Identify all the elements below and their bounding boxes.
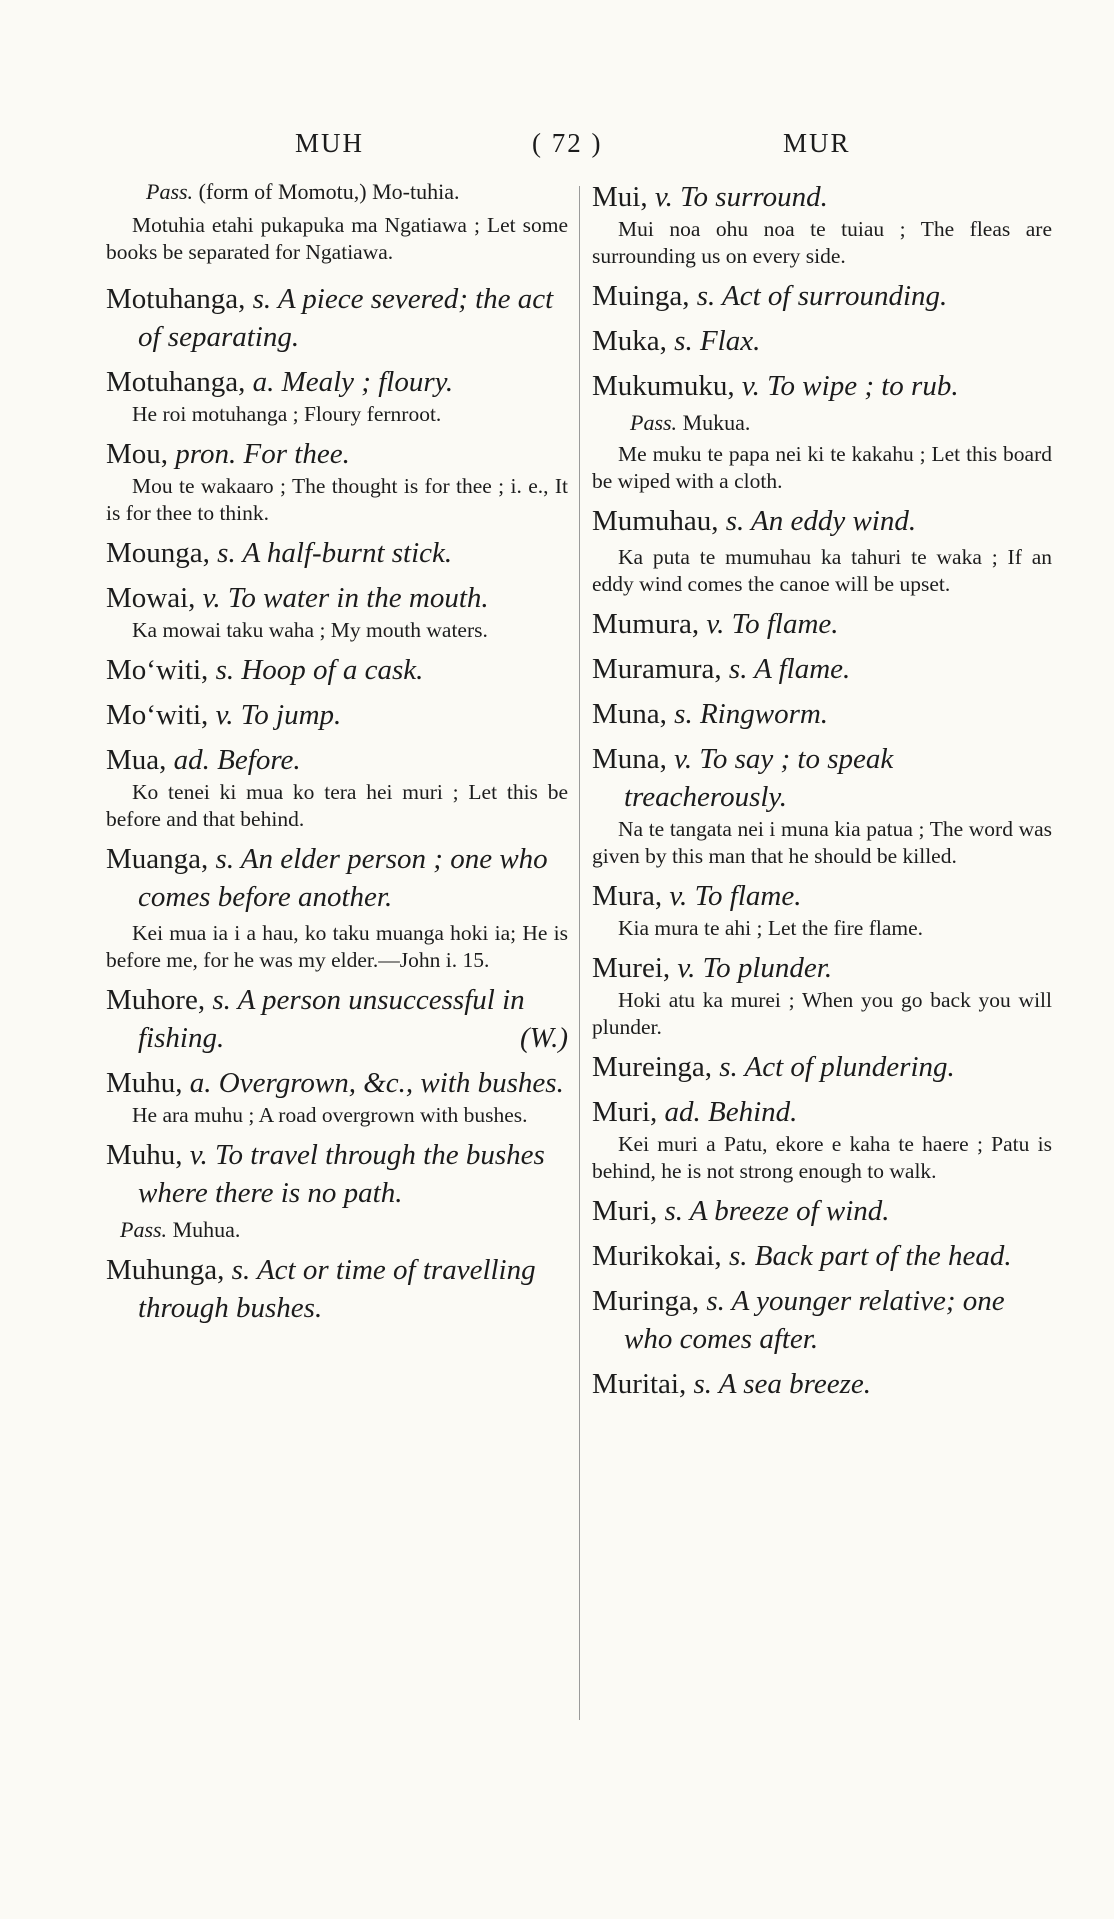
page-number: ( 72 ) (532, 128, 603, 158)
pass-form (592, 409, 1052, 437)
entry-head (592, 1093, 1052, 1131)
definition: To flame. (724, 608, 839, 640)
definition: To say ; to speak treacherously. (624, 743, 894, 813)
part-of-speech: v. (195, 582, 221, 614)
example: Hoki atu ka murei ; When you go back you will plunder. (592, 988, 1052, 1039)
definition: An eddy wind. (744, 505, 917, 537)
part-of-speech: s. (721, 1240, 748, 1272)
headword: Mumura, (592, 608, 700, 640)
example: Motuhia etahi pukapuka ma Ngatiawa ; Let some books be separated for Ngatiawa. (106, 213, 568, 264)
entry-head (592, 740, 1052, 816)
entry-head (106, 651, 568, 689)
dictionary-entry (592, 1282, 1052, 1358)
part-of-speech: s. (686, 1368, 713, 1400)
entry-head (592, 277, 1052, 315)
dictionary-entry (592, 367, 1052, 495)
headword: Muhore, (106, 984, 206, 1016)
pass-form (106, 178, 568, 206)
example: Ka puta te mumuhau ka tahuri te waka ; If an eddy wind comes the canoe will be upset. (592, 545, 1052, 596)
part-of-speech: a. (182, 1067, 212, 1099)
headword: Mumuhau, (592, 505, 719, 537)
part-of-speech: s. (689, 280, 716, 312)
definition: Behind. (700, 1096, 798, 1128)
headword: Muri, (592, 1096, 658, 1128)
dictionary-entry (592, 502, 1052, 598)
example: He ara muhu ; A road overgrown with bushes. (132, 1103, 528, 1127)
headword: Muanga, (106, 843, 209, 875)
header-right-guideword: MUR (783, 128, 851, 158)
entry-head (106, 280, 568, 356)
entry-head (592, 1365, 1052, 1403)
dictionary-entry (106, 981, 568, 1057)
entry-head (592, 367, 1052, 405)
dictionary-entry (592, 178, 1052, 270)
source-note: (W.) (519, 1022, 568, 1054)
headword: Mo‘witi, (106, 654, 209, 686)
definition: A person unsuccessful in fishing. (138, 984, 525, 1054)
entry-head (106, 696, 568, 734)
column-divider (579, 186, 580, 1720)
headword: Muka, (592, 325, 667, 357)
dictionary-entry (106, 363, 568, 428)
dictionary-entry (592, 650, 1052, 688)
headword: Mui, (592, 181, 648, 213)
headword: Mounga, (106, 537, 210, 569)
header-left-guideword: MUH (295, 128, 365, 158)
part-of-speech: s. (245, 283, 272, 315)
dictionary-entry (106, 840, 568, 974)
pass-text: Mukua. (677, 410, 751, 435)
definition: To water in the mouth. (220, 582, 489, 614)
page-header (0, 128, 1114, 168)
dictionary-entry (592, 949, 1052, 1041)
entry-head (592, 1192, 1052, 1230)
definition: Back part of the head. (747, 1240, 1012, 1272)
part-of-speech: v. (182, 1139, 208, 1171)
definition: A piece severed; the act of separating. (138, 283, 554, 353)
headword: Muringa, (592, 1285, 700, 1317)
entry-head (592, 1237, 1052, 1275)
entry-head (106, 1136, 568, 1212)
headword: Muinga, (592, 280, 690, 312)
part-of-speech: s. (699, 1285, 725, 1317)
dictionary-entry (106, 1251, 568, 1327)
definition: Ringworm. (692, 698, 829, 730)
entry-head (592, 178, 1052, 216)
entry-head (106, 981, 568, 1057)
dictionary-entry (106, 1136, 568, 1244)
headword: Muhunga, (106, 1254, 225, 1286)
dictionary-entry (106, 534, 568, 572)
dictionary-entry (592, 740, 1052, 870)
example: Na te tangata nei i muna kia patua ; The word was given by this man that he should be killed. (592, 817, 1052, 868)
dictionary-entry (592, 1365, 1052, 1403)
part-of-speech: v. (662, 880, 688, 912)
part-of-speech: ad. (657, 1096, 701, 1128)
part-of-speech: s. (666, 325, 693, 357)
dictionary-entry (592, 1093, 1052, 1185)
entry-head (106, 363, 568, 401)
part-of-speech: a. (245, 366, 275, 398)
pass-form (106, 1216, 568, 1244)
entry-head (592, 695, 1052, 733)
entry-head (106, 741, 568, 779)
headword: Mowai, (106, 582, 196, 614)
definition: Hoop of a cask. (234, 654, 424, 686)
part-of-speech: s. (718, 505, 745, 537)
headword: Mou, (106, 438, 169, 470)
headword: Murei, (592, 952, 671, 984)
entry-head (592, 605, 1052, 643)
definition: A sea breeze. (712, 1368, 871, 1400)
definition: A younger relative; one who comes after. (624, 1285, 1005, 1355)
pass-label: Pass. (630, 410, 678, 435)
definition: Overgrown, &c., with bushes. (211, 1067, 564, 1099)
headword: Muramura, (592, 653, 722, 685)
part-of-speech: s. (721, 653, 748, 685)
entry-head (592, 877, 1052, 915)
headword: Motuhanga, (106, 283, 246, 315)
example: Kia mura te ahi ; Let the fire flame. (618, 916, 924, 940)
part-of-speech: v. (208, 699, 234, 731)
headword: Muritai, (592, 1368, 687, 1400)
dictionary-entry (106, 435, 568, 527)
pass-text: (form of Momotu,) Mo-tuhia. (193, 179, 460, 204)
headword: Motuhanga, (106, 366, 246, 398)
dictionary-entry (592, 322, 1052, 360)
dictionary-entry (106, 1064, 568, 1129)
entry-head (592, 650, 1052, 688)
definition: Flax. (692, 325, 761, 357)
definition: Act of surrounding. (715, 280, 948, 312)
pass-label: Pass. (120, 1217, 168, 1242)
headword: Mukumuku, (592, 370, 735, 402)
example: Mui noa ohu noa te tuiau ; The fleas are surrounding us on every side. (592, 217, 1052, 268)
entry-head (106, 1251, 568, 1327)
part-of-speech: s. (205, 984, 231, 1016)
entry-head (592, 502, 1052, 540)
entry-head (592, 949, 1052, 987)
part-of-speech: v. (734, 370, 760, 402)
pass-label: Pass. (146, 179, 194, 204)
definition: A flame. (747, 653, 851, 685)
definition: To plunder. (695, 952, 833, 984)
headword: Mo‘witi, (106, 699, 209, 731)
dictionary-entry (106, 696, 568, 734)
definition: Act of plundering. (737, 1051, 955, 1083)
entry-head (106, 840, 568, 916)
dictionary-entry (592, 1048, 1052, 1086)
dictionary-entry (592, 1237, 1052, 1275)
part-of-speech: s. (666, 698, 693, 730)
part-of-speech: s. (657, 1195, 684, 1227)
part-of-speech: v. (666, 743, 693, 775)
example: Mou te wakaaro ; The thought is for thee ; i. e., It is for thee to think. (106, 474, 568, 525)
example: Ko tenei ki mua ko tera hei muri ; Let this be before and that behind. (106, 780, 568, 831)
dictionary-entry (106, 741, 568, 833)
dictionary-entry (592, 277, 1052, 315)
headword: Murikokai, (592, 1240, 722, 1272)
part-of-speech: v. (670, 952, 696, 984)
example: Kei mua ia i a hau, ko taku muanga hoki ia; He is before me, for he was my elder.—John i. 15. (106, 921, 568, 972)
part-of-speech: s. (208, 843, 235, 875)
part-of-speech: v. (699, 608, 725, 640)
entry-head (106, 579, 568, 617)
entry-head (106, 435, 568, 473)
headword: Muna, (592, 698, 667, 730)
definition: A breeze of wind. (683, 1195, 890, 1227)
dictionary-entry (592, 695, 1052, 733)
example: He roi motuhanga ; Floury fernroot. (132, 402, 442, 426)
definition: For thee. (236, 438, 350, 470)
entry-head (106, 1064, 568, 1102)
entry-head (592, 1282, 1052, 1358)
definition: To surround. (672, 181, 828, 213)
part-of-speech: pron. (168, 438, 237, 470)
dictionary-entry (592, 605, 1052, 643)
example: Ka mowai taku waha ; My mouth waters. (132, 618, 488, 642)
definition: To wipe ; to rub. (759, 370, 959, 402)
dictionary-entry (592, 1192, 1052, 1230)
left-column (106, 178, 568, 1334)
dictionary-entry (106, 651, 568, 689)
headword: Mua, (106, 744, 167, 776)
entry-head (106, 534, 568, 572)
entry-head (592, 322, 1052, 360)
definition: To jump. (233, 699, 342, 731)
part-of-speech: s. (209, 537, 236, 569)
dictionary-entry (592, 877, 1052, 942)
entry-head (592, 1048, 1052, 1086)
definition: An elder person ; one who comes before another. (138, 843, 548, 913)
headword: Muhu, (106, 1139, 183, 1171)
headword: Mureinga, (592, 1051, 712, 1083)
pass-text: Muhua. (167, 1217, 241, 1242)
dictionary-entry (106, 178, 568, 266)
dictionary-entry (106, 280, 568, 356)
definition: Before. (209, 744, 301, 776)
definition: Mealy ; floury. (274, 366, 454, 398)
example: Kei muri a Patu, ekore e kaha te haere ; Patu is behind, he is not strong enough to walk. (592, 1132, 1052, 1183)
definition: A half-burnt stick. (235, 537, 453, 569)
part-of-speech: ad. (166, 744, 210, 776)
part-of-speech: s. (208, 654, 235, 686)
headword: Muri, (592, 1195, 658, 1227)
definition: To flame. (687, 880, 802, 912)
definition: To travel through the bushes where there is no path. (138, 1139, 545, 1209)
headword: Mura, (592, 880, 663, 912)
headword: Muhu, (106, 1067, 183, 1099)
definition: Act or time of travelling through bushes. (138, 1254, 536, 1324)
dictionary-entry (106, 579, 568, 644)
part-of-speech: s. (712, 1051, 738, 1083)
headword: Muna, (592, 743, 667, 775)
part-of-speech: s. (224, 1254, 251, 1286)
example: Me muku te papa nei ki te kakahu ; Let this board be wiped with a cloth. (592, 442, 1052, 493)
part-of-speech: v. (647, 181, 673, 213)
right-column (592, 178, 1052, 1410)
